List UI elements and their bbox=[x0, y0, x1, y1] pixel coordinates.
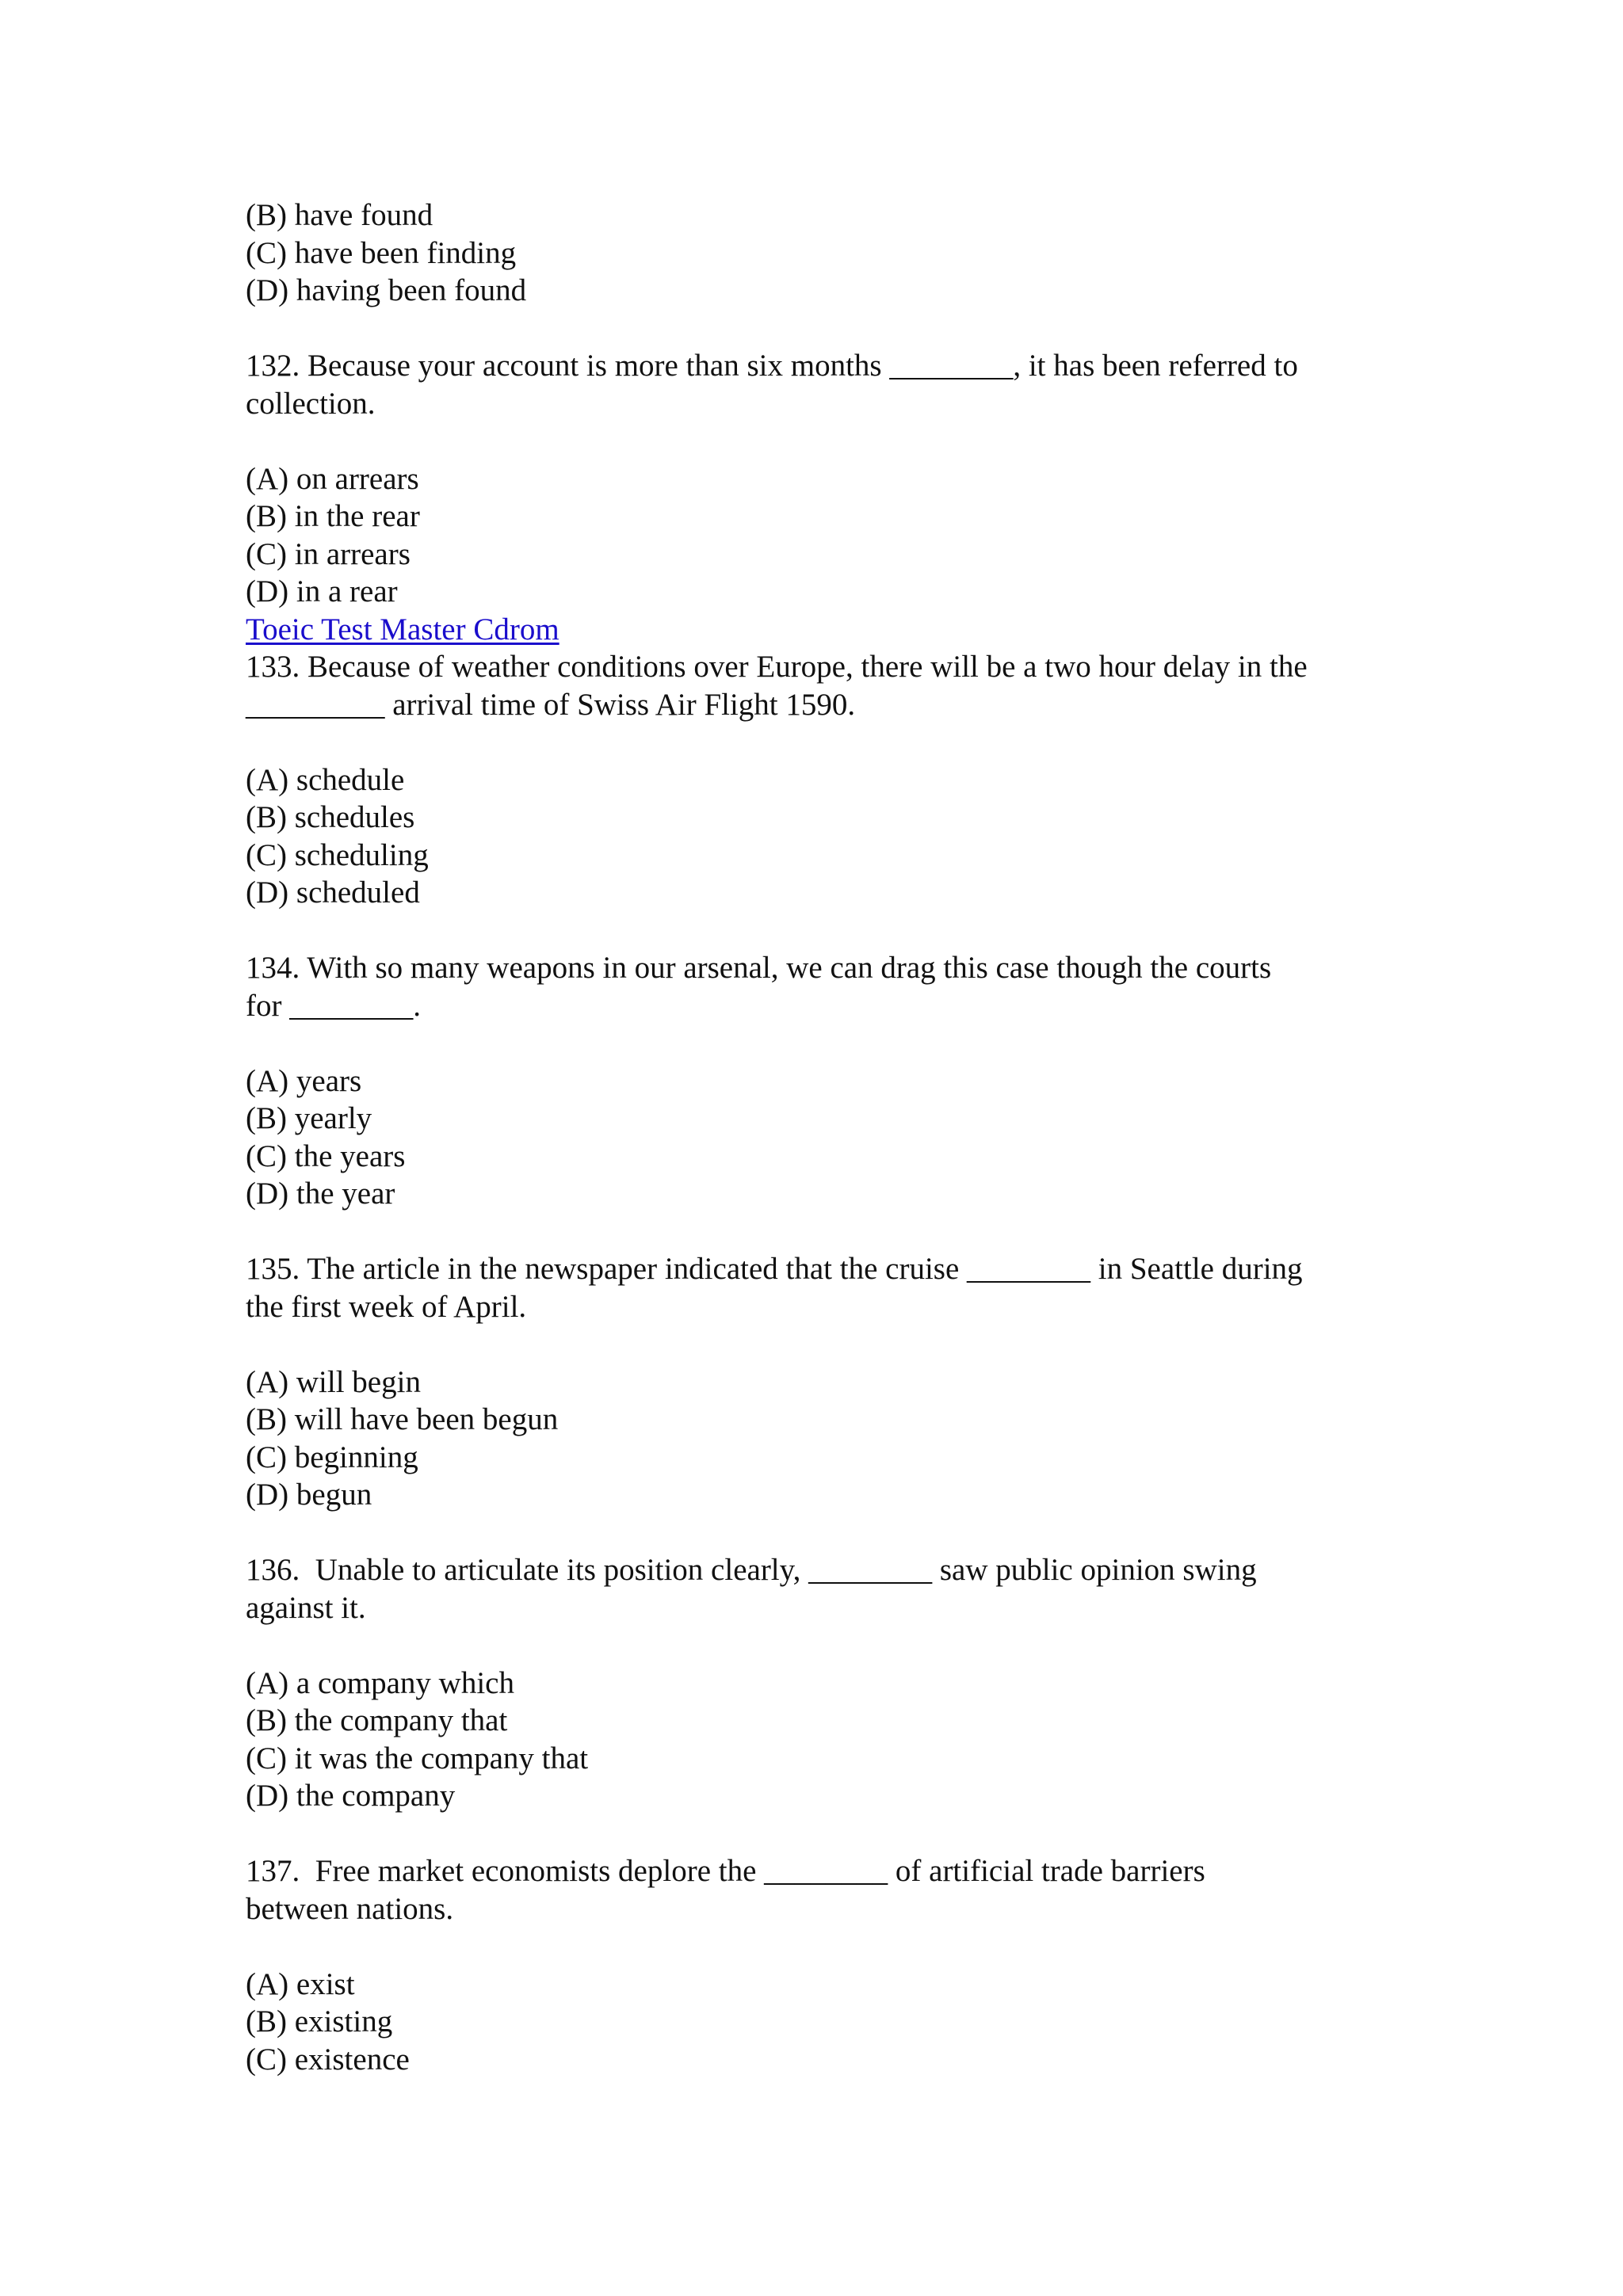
question-text: between nations. bbox=[246, 1891, 454, 1926]
option-c: (C) it was the company that bbox=[246, 1741, 589, 1775]
option-b: (B) in the rear bbox=[246, 499, 420, 533]
option-a: (A) schedule bbox=[246, 762, 405, 797]
question-text: 134. With so many weapons in our arsenal, we can drag this case though the courts bbox=[246, 951, 1272, 985]
option-d: (D) scheduled bbox=[246, 875, 420, 910]
question-text: _________ arrival time of Swiss Air Flight 1590. bbox=[246, 687, 856, 722]
option-b: (B) the company that bbox=[246, 1703, 508, 1737]
question-137 bbox=[246, 1852, 1395, 2078]
question-text: 132. Because your account is more than six months ________, it has been referred to bbox=[246, 349, 1298, 383]
option-d: (D) begun bbox=[246, 1478, 372, 1512]
question-135 bbox=[246, 1250, 1395, 1514]
question-text: 136. Unable to articulate its position clearly, ________ saw public opinion swing bbox=[246, 1553, 1257, 1587]
option-d: (D) in a rear bbox=[246, 574, 398, 608]
option-a: (A) exist bbox=[246, 1966, 355, 2001]
document-page bbox=[246, 196, 1395, 2078]
question-text: against it. bbox=[246, 1590, 366, 1625]
option-d: (D) the year bbox=[246, 1177, 395, 1211]
option-c: (C) have been finding bbox=[246, 235, 517, 270]
question-136 bbox=[246, 1551, 1395, 1815]
question-131-options bbox=[246, 196, 1395, 310]
option-a: (A) years bbox=[246, 1063, 362, 1098]
option-b: (B) schedules bbox=[246, 800, 415, 834]
question-text: 137. Free market economists deplore the ________ of artificial trade barriers bbox=[246, 1854, 1205, 1888]
question-text: for ________. bbox=[246, 988, 421, 1023]
question-text: 133. Because of weather conditions over Europe, there will be a two hour delay in the bbox=[246, 650, 1308, 684]
question-text: the first week of April. bbox=[246, 1289, 527, 1324]
question-text: 135. The article in the newspaper indicated that the cruise ________ in Seattle during bbox=[246, 1252, 1303, 1286]
question-text: collection. bbox=[246, 386, 376, 421]
option-c: (C) beginning bbox=[246, 1440, 418, 1474]
option-b: (B) will have been begun bbox=[246, 1402, 559, 1436]
option-c: (C) scheduling bbox=[246, 837, 429, 872]
question-134 bbox=[246, 949, 1395, 1213]
option-c: (C) in arrears bbox=[246, 536, 411, 571]
option-b: (B) existing bbox=[246, 2004, 393, 2039]
question-133 bbox=[246, 648, 1395, 912]
option-b: (B) yearly bbox=[246, 1101, 372, 1135]
toeic-cdrom-link[interactable]: Toeic Test Master Cdrom bbox=[246, 612, 559, 646]
option-d: (D) the company bbox=[246, 1779, 456, 1813]
option-c: (C) existence bbox=[246, 2042, 410, 2077]
option-c: (C) the years bbox=[246, 1138, 406, 1173]
option-a: (A) on arrears bbox=[246, 461, 419, 496]
option-b: (B) have found bbox=[246, 198, 433, 232]
option-a: (A) will begin bbox=[246, 1364, 421, 1399]
option-a: (A) a company which bbox=[246, 1665, 514, 1700]
option-d: (D) having been found bbox=[246, 273, 527, 307]
question-132 bbox=[246, 347, 1395, 611]
